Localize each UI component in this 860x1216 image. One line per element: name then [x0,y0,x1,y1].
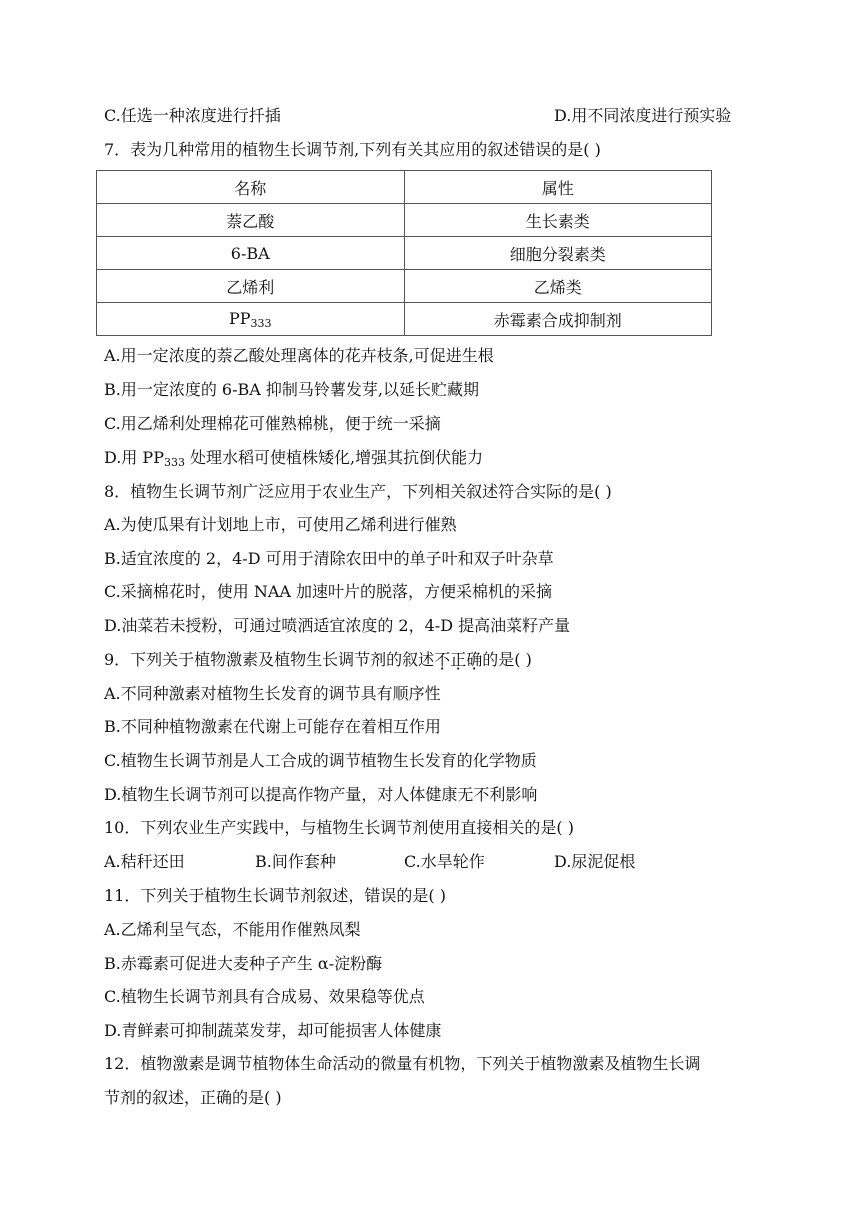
question-10-stem: 10．下列农业生产实践中，与植物生长调节剂使用直接相关的是( ) [104,818,574,837]
question-10-option-d: D.尿泥促根 [554,852,636,871]
table-cell: 生长素类 [404,204,712,237]
question-10-option-c: C.水旱轮作 [404,852,485,871]
pp-subscript: 333 [250,316,272,330]
question-12-stem-line1: 12．植物激素是调节植物体生命活动的微量有机物，下列关于植物激素及植物生长调 [104,1054,701,1073]
question-11-option-b: B.赤霉素可促进大麦种子产生 α-淀粉酶 [104,954,383,973]
regulator-table [96,170,712,336]
option-d-prefix: D.用 PP [104,448,164,467]
table-cell: 赤霉素合成抑制剂 [404,303,712,336]
emphasis-char: 正 [450,650,467,669]
pp-base: PP [228,308,251,328]
question-11-option-d: D.青鲜素可抑制蔬菜发芽，却可能损害人体健康 [104,1021,442,1040]
table-cell: 乙烯利 [97,270,405,303]
option-d-suffix: 处理水稻可使植株矮化,增强其抗倒伏能力 [184,448,484,467]
stem-prefix: 9．下列关于植物激素及植物生长调节剂的叙述 [104,650,435,669]
question-11-option-a: A.乙烯利呈气态，不能用作催熟凤梨 [104,920,361,939]
option-d-subscript: 333 [163,456,185,469]
table-cell: 细胞分裂素类 [404,237,712,270]
table-row [97,303,712,336]
question-7-stem: 7．表为几种常用的植物生长调节剂,下列有关其应用的叙述错误的是( ) [104,140,601,159]
option-d: D.用不同浓度进行预实验 [554,106,732,125]
stem-suffix: 的是( ) [482,650,532,669]
question-12-stem-line2: 节剂的叙述，正确的是( ) [104,1088,282,1107]
question-8-option-b: B.适宜浓度的 2，4-D 可用于清除农田中的单子叶和双子叶杂草 [104,549,554,568]
table-row [97,237,712,270]
question-9-option-d: D.植物生长调节剂可以提高作物产量，对人体健康无不利影响 [104,785,538,804]
option-c: C.任选一种浓度进行扦插 [104,106,281,125]
table-cell: 萘乙酸 [97,204,405,237]
question-9-stem [104,650,532,670]
question-8-option-c: C.采摘棉花时，使用 NAA 加速叶片的脱落，方便采棉机的采摘 [104,582,553,601]
question-9-option-a: A.不同种激素对植物生长发育的调节具有顺序性 [104,684,441,703]
table-cell: 6-BA [97,237,405,270]
question-9-option-b: B.不同种植物激素在代谢上可能存在着相互作用 [104,717,441,736]
question-7-option-b: B.用一定浓度的 6-BA 抑制马铃薯发芽,以延长贮藏期 [104,380,480,399]
question-11-option-c: C.植物生长调节剂具有合成易、效果稳等优点 [104,987,425,1006]
table-header-name: 名称 [97,171,405,204]
question-8-stem: 8．植物生长调节剂广泛应用于农业生产，下列相关叙述符合实际的是( ) [104,482,612,501]
table-cell: 乙烯类 [404,270,712,303]
question-11-stem: 11．下列关于植物生长调节剂叙述，错误的是( ) [104,886,446,905]
question-9-option-c: C.植物生长调节剂是人工合成的调节植物生长发育的化学物质 [104,751,537,770]
question-10-option-b: B.间作套种 [255,852,336,871]
question-8-option-d: D.油菜若未授粉，可通过喷洒适宜浓度的 2，4-D 提高油菜籽产量 [104,616,571,635]
emphasis-char: 确 [466,650,483,669]
emphasis-char: 不 [434,650,451,669]
question-8-option-a: A.为使瓜果有计划地上市，可使用乙烯利进行催熟 [104,515,457,534]
question-7-option-d [104,448,483,473]
table-header-property: 属性 [404,171,712,204]
question-7-option-c: C.用乙烯利处理棉花可催熟棉桃，便于统一采摘 [104,414,441,433]
question-10-option-a: A.秸秆还田 [104,852,185,871]
table-row [97,204,712,237]
table-row [97,270,712,303]
table-header-row [97,171,712,204]
question-7-option-a: A.用一定浓度的萘乙酸处理离体的花卉枝条,可促进生根 [104,346,494,365]
table-cell-pp333 [97,303,405,336]
